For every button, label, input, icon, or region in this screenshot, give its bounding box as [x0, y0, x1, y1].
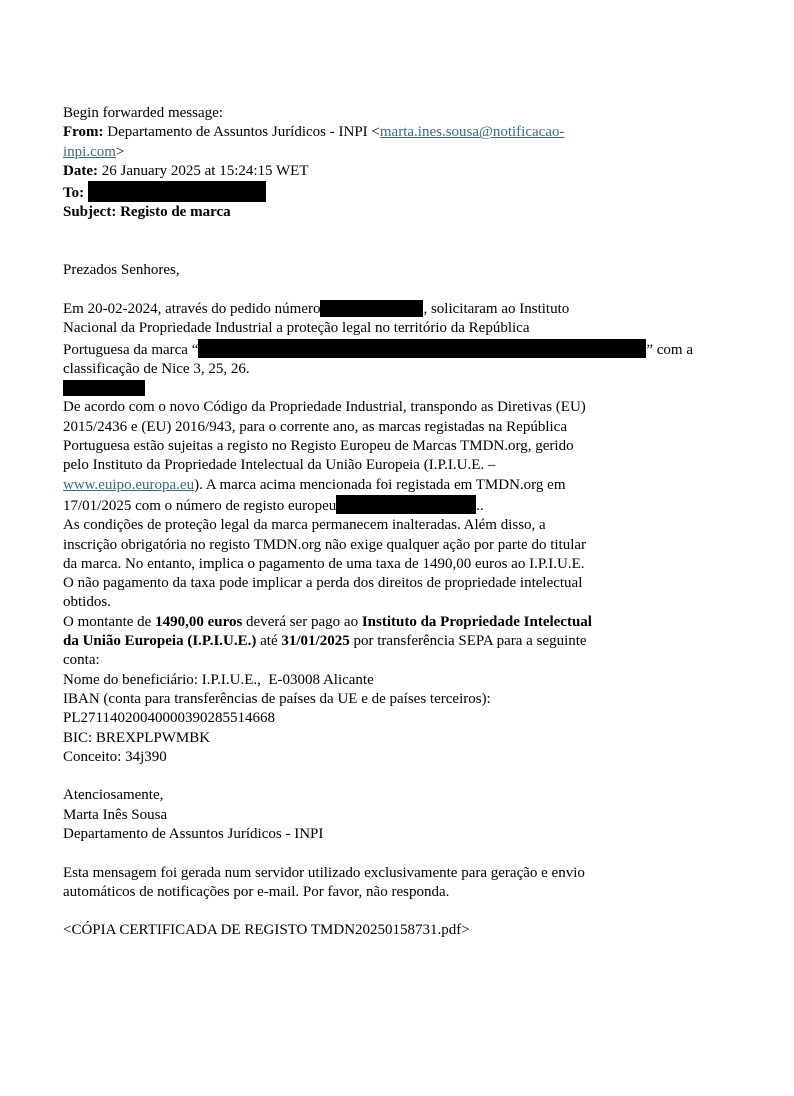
text-run: Em 20-02-2024, através do pedido número: [63, 300, 321, 317]
text-line: [63, 844, 763, 863]
text-line: [63, 162, 763, 181]
text-run: Conceito: 34j390: [63, 748, 167, 765]
text-run: ” com a: [646, 341, 693, 358]
text-line: [63, 181, 763, 203]
text-line: [63, 339, 763, 360]
text-run: Marta Inês Sousa: [63, 806, 168, 823]
text-line: [63, 242, 763, 261]
text-run: Nome do beneficiário: I.P.I.U.E., E-03008 Alicante: [63, 671, 374, 688]
text-line: [63, 825, 763, 844]
text-line: [63, 495, 763, 516]
text-run: 1490,00 euros: [155, 613, 243, 630]
text-line: [63, 574, 763, 593]
text-run: Begin forwarded message:: [63, 105, 223, 121]
text-line: [63, 632, 763, 651]
text-run: ). A marca acima mencionada foi registada em TMDN.org em: [194, 476, 566, 493]
text-run: Portuguesa da marca “: [63, 341, 199, 358]
text-run: ..: [476, 497, 484, 514]
text-run: Instituto da Propriedade Intelectual: [361, 613, 592, 630]
text-run: obtidos.: [63, 594, 111, 611]
text-line: [63, 123, 763, 142]
text-line: [63, 319, 763, 338]
text-line: [63, 921, 763, 940]
text-run: classificação de Nice 3, 25, 26.: [63, 360, 250, 377]
text-line: [63, 143, 763, 162]
text-line: [63, 360, 763, 379]
text-line: [63, 223, 763, 242]
text-line: [63, 593, 763, 612]
text-run: To:: [63, 185, 88, 202]
redacted-eu-registration-number: [336, 495, 476, 514]
text-run: até: [256, 633, 282, 650]
text-run: Departamento de Assuntos Jurídicos - INPI: [63, 825, 324, 842]
text-run: Portuguesa estão sujeitas a registo no Registo Europeu de Marcas TMDN.org, gerido: [63, 438, 574, 455]
text-line: [63, 418, 763, 437]
text-run: Esta mensagem foi gerada num servidor utilizado exclusivamente para geração e envio: [63, 864, 585, 881]
text-line: [63, 379, 763, 398]
text-run: As condições de proteção legal da marca permanecem inalteradas. Além disso, a: [63, 517, 546, 534]
text-line: [63, 104, 763, 123]
redacted-block: [63, 380, 145, 396]
text-line: [63, 786, 763, 805]
text-run: conta:: [63, 652, 100, 669]
text-line: [63, 748, 763, 767]
text-run: automáticos de notificações por e-mail. Por favor, não responda.: [63, 883, 450, 900]
text-run: <CÓPIA CERTIFICADA DE REGISTO TMDN20250158731.pdf>: [63, 922, 470, 939]
text-run: da União Europeia (I.P.I.U.E.): [63, 633, 257, 650]
text-run: da marca. No entanto, implica o pagamento de uma taxa de 1490,00 euros ao I.P.I.U.E.: [63, 555, 585, 572]
text-run: >: [115, 143, 125, 160]
text-run: From:: [63, 124, 108, 141]
email-body: [63, 104, 763, 941]
text-line: [63, 729, 763, 748]
text-run: 17/01/2025 com o número de registo europeu: [63, 497, 337, 514]
euipo-url-link[interactable]: www.euipo.europa.eu: [63, 476, 195, 493]
text-run: De acordo com o novo Código da Propriedade Industrial, transpondo as Diretivas (EU): [63, 399, 586, 416]
text-line: [63, 300, 763, 319]
text-run: , solicitaram ao Instituto: [423, 300, 570, 317]
text-run: O montante de: [63, 613, 156, 630]
text-line: [63, 261, 763, 280]
redacted-trademark-name: [198, 339, 646, 358]
text-run: Prezados Senhores,: [63, 262, 180, 279]
text-run: pelo Instituto da Propriedade Intelectual da União Europeia (I.P.I.U.E. –: [63, 457, 496, 474]
redacted-request-number: [320, 300, 423, 317]
text-run: deverá ser pago ao: [242, 613, 362, 630]
text-line: [63, 767, 763, 786]
redacted-recipient: [88, 181, 266, 202]
text-run: 2015/2436 e (EU) 2016/943, para o corrente ano, as marcas registadas na República: [63, 418, 567, 435]
text-line: [63, 902, 763, 921]
text-line: [63, 476, 763, 495]
text-line: [63, 806, 763, 825]
text-run: 26 January 2025 at 15:24:15 WET: [101, 162, 309, 179]
text-line: [63, 690, 763, 709]
text-run: Subject: Registo de marca: [63, 204, 231, 221]
text-run: BIC: BREXPLPWMBK: [63, 729, 211, 746]
text-run: PL27114020040000390285514668: [63, 710, 275, 727]
text-line: [63, 613, 763, 632]
text-run: O não pagamento da taxa pode implicar a perda dos direitos de propriedade intelectual: [63, 575, 583, 592]
text-line: [63, 651, 763, 670]
text-run: Departamento de Assuntos Jurídicos - INPI <: [107, 124, 380, 141]
text-line: [63, 456, 763, 475]
text-run: Date:: [63, 162, 102, 179]
text-line: [63, 555, 763, 574]
text-line: [63, 398, 763, 417]
text-run: IBAN (conta para transferências de países da UE e de países terceiros):: [63, 690, 491, 707]
text-run: Atenciosamente,: [63, 787, 164, 804]
text-run: inscrição obrigatória no registo TMDN.org não exige qualquer ação por parte do titular: [63, 536, 587, 553]
text-run: 31/01/2025: [281, 633, 350, 650]
text-line: [63, 671, 763, 690]
text-line: [63, 281, 763, 300]
text-run: por transferência SEPA para a seguinte: [349, 633, 587, 650]
text-line: [63, 883, 763, 902]
text-line: [63, 864, 763, 883]
text-line: [63, 516, 763, 535]
text-line: [63, 437, 763, 456]
text-line: [63, 709, 763, 728]
text-line: [63, 536, 763, 555]
text-run: Nacional da Propriedade Industrial a proteção legal no território da República: [63, 320, 530, 337]
text-line: [63, 203, 763, 222]
sender-email-link[interactable]: inpi.com: [63, 143, 116, 160]
sender-email-link[interactable]: marta.ines.sousa@notificacao-: [379, 124, 565, 141]
